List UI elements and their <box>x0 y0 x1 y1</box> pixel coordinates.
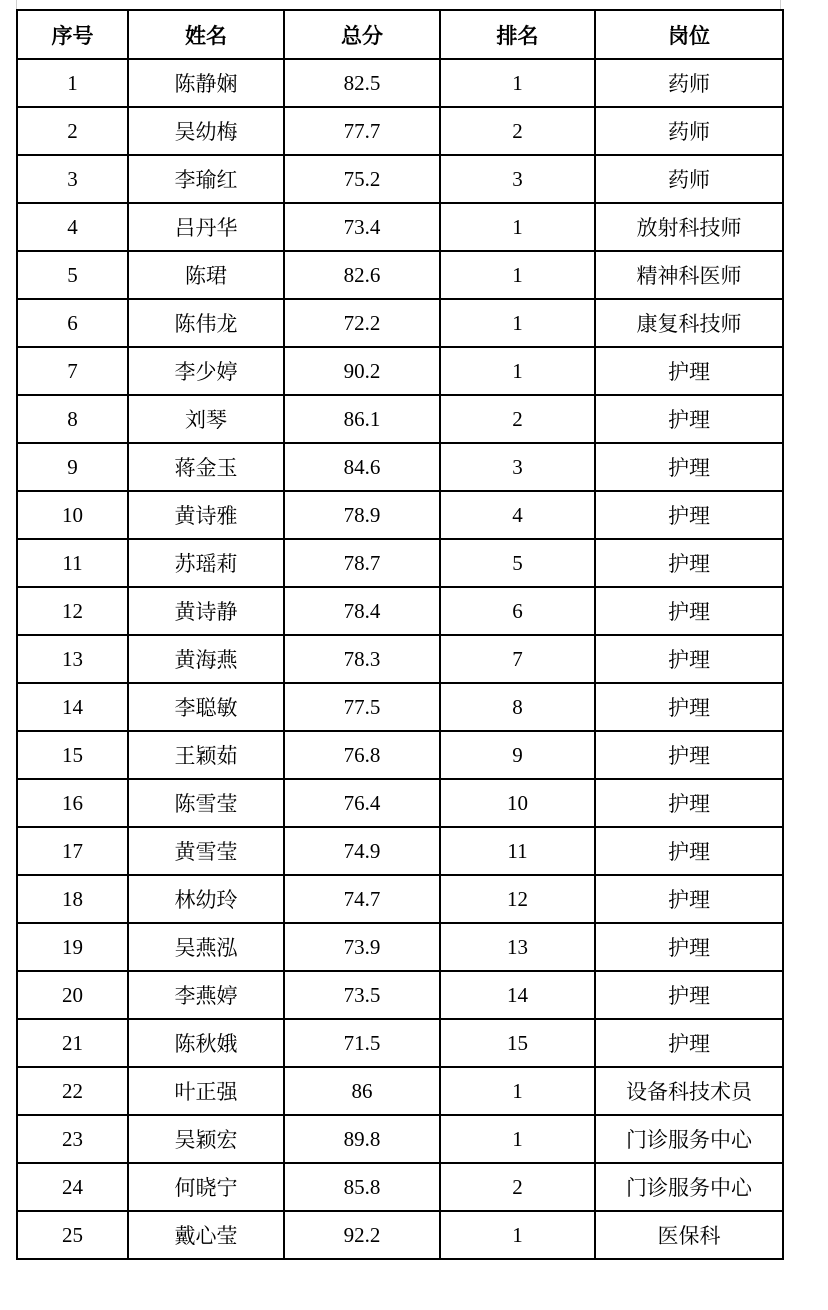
cell-name: 李瑜红 <box>128 155 284 203</box>
cell-total-score: 75.2 <box>284 155 440 203</box>
cell-rank: 5 <box>440 539 595 587</box>
cell-position: 护理 <box>595 827 783 875</box>
cell-rank: 2 <box>440 395 595 443</box>
table-row <box>17 491 783 539</box>
cell-serial-number: 4 <box>17 203 128 251</box>
cell-rank: 1 <box>440 347 595 395</box>
cell-name: 李聪敏 <box>128 683 284 731</box>
cell-position: 护理 <box>595 923 783 971</box>
table-row <box>17 107 783 155</box>
header-total-score: 总分 <box>284 10 440 59</box>
cell-position: 药师 <box>595 155 783 203</box>
cell-total-score: 77.7 <box>284 107 440 155</box>
cell-rank: 1 <box>440 1211 595 1259</box>
cell-name: 陈秋娥 <box>128 1019 284 1067</box>
cell-name: 戴心莹 <box>128 1211 284 1259</box>
cell-position: 护理 <box>595 779 783 827</box>
results-table <box>16 9 784 1260</box>
cell-name: 刘琴 <box>128 395 284 443</box>
cell-position: 医保科 <box>595 1211 783 1259</box>
table-header <box>17 10 783 59</box>
cell-position: 放射科技师 <box>595 203 783 251</box>
cell-position: 药师 <box>595 59 783 107</box>
cell-total-score: 77.5 <box>284 683 440 731</box>
cell-name: 李少婷 <box>128 347 284 395</box>
cell-total-score: 74.7 <box>284 875 440 923</box>
cell-serial-number: 18 <box>17 875 128 923</box>
cell-name: 陈静娴 <box>128 59 284 107</box>
cell-name: 李燕婷 <box>128 971 284 1019</box>
cell-serial-number: 21 <box>17 1019 128 1067</box>
table-row <box>17 971 783 1019</box>
cell-rank: 1 <box>440 203 595 251</box>
table-row <box>17 1019 783 1067</box>
cell-total-score: 82.5 <box>284 59 440 107</box>
cell-total-score: 85.8 <box>284 1163 440 1211</box>
cell-serial-number: 10 <box>17 491 128 539</box>
table-row <box>17 203 783 251</box>
cell-rank: 14 <box>440 971 595 1019</box>
cell-position: 护理 <box>595 875 783 923</box>
cell-position: 护理 <box>595 395 783 443</box>
cell-rank: 6 <box>440 587 595 635</box>
table-row <box>17 347 783 395</box>
cell-total-score: 86.1 <box>284 395 440 443</box>
cell-position: 门诊服务中心 <box>595 1115 783 1163</box>
table-row <box>17 587 783 635</box>
cell-serial-number: 22 <box>17 1067 128 1115</box>
cell-total-score: 86 <box>284 1067 440 1115</box>
cell-position: 护理 <box>595 587 783 635</box>
table-row <box>17 251 783 299</box>
cell-position: 护理 <box>595 731 783 779</box>
cell-total-score: 84.6 <box>284 443 440 491</box>
cell-rank: 1 <box>440 1067 595 1115</box>
cell-total-score: 90.2 <box>284 347 440 395</box>
cell-name: 陈雪莹 <box>128 779 284 827</box>
header-position: 岗位 <box>595 10 783 59</box>
cell-serial-number: 8 <box>17 395 128 443</box>
cell-name: 王颖茹 <box>128 731 284 779</box>
cell-serial-number: 15 <box>17 731 128 779</box>
cell-serial-number: 11 <box>17 539 128 587</box>
cell-rank: 4 <box>440 491 595 539</box>
cell-name: 苏瑶莉 <box>128 539 284 587</box>
cell-serial-number: 1 <box>17 59 128 107</box>
cell-rank: 2 <box>440 107 595 155</box>
table-row <box>17 683 783 731</box>
table-row <box>17 827 783 875</box>
cell-name: 黄诗静 <box>128 587 284 635</box>
cell-position: 护理 <box>595 347 783 395</box>
cell-total-score: 74.9 <box>284 827 440 875</box>
cell-total-score: 71.5 <box>284 1019 440 1067</box>
cell-name: 吴幼梅 <box>128 107 284 155</box>
cell-total-score: 76.4 <box>284 779 440 827</box>
cell-name: 黄海燕 <box>128 635 284 683</box>
table-row <box>17 635 783 683</box>
cell-name: 叶正强 <box>128 1067 284 1115</box>
header-rank: 排名 <box>440 10 595 59</box>
cell-name: 黄雪莹 <box>128 827 284 875</box>
table-row <box>17 923 783 971</box>
table-row <box>17 539 783 587</box>
cell-serial-number: 19 <box>17 923 128 971</box>
table-row <box>17 1115 783 1163</box>
cell-position: 精神科医师 <box>595 251 783 299</box>
cell-position: 护理 <box>595 1019 783 1067</box>
cell-total-score: 76.8 <box>284 731 440 779</box>
table-row <box>17 443 783 491</box>
cell-serial-number: 16 <box>17 779 128 827</box>
cell-serial-number: 6 <box>17 299 128 347</box>
cell-total-score: 78.7 <box>284 539 440 587</box>
table-row <box>17 299 783 347</box>
cell-total-score: 73.9 <box>284 923 440 971</box>
table-row <box>17 155 783 203</box>
cell-serial-number: 20 <box>17 971 128 1019</box>
cell-name: 何晓宁 <box>128 1163 284 1211</box>
cell-serial-number: 25 <box>17 1211 128 1259</box>
cell-rank: 15 <box>440 1019 595 1067</box>
cell-total-score: 78.9 <box>284 491 440 539</box>
cell-rank: 13 <box>440 923 595 971</box>
table-row <box>17 395 783 443</box>
cell-total-score: 73.4 <box>284 203 440 251</box>
cell-serial-number: 24 <box>17 1163 128 1211</box>
table-row <box>17 731 783 779</box>
cell-name: 黄诗雅 <box>128 491 284 539</box>
table-row <box>17 1163 783 1211</box>
cell-serial-number: 7 <box>17 347 128 395</box>
cell-rank: 1 <box>440 251 595 299</box>
cell-rank: 8 <box>440 683 595 731</box>
cell-serial-number: 17 <box>17 827 128 875</box>
cell-name: 吴燕泓 <box>128 923 284 971</box>
table-row <box>17 59 783 107</box>
cell-position: 护理 <box>595 635 783 683</box>
cell-serial-number: 13 <box>17 635 128 683</box>
table-row <box>17 1067 783 1115</box>
cell-position: 护理 <box>595 491 783 539</box>
cell-total-score: 73.5 <box>284 971 440 1019</box>
cell-rank: 3 <box>440 155 595 203</box>
cell-name: 陈珺 <box>128 251 284 299</box>
cell-serial-number: 14 <box>17 683 128 731</box>
cell-rank: 1 <box>440 59 595 107</box>
table-body <box>17 59 783 1259</box>
cell-rank: 12 <box>440 875 595 923</box>
header-row <box>17 10 783 59</box>
cell-serial-number: 23 <box>17 1115 128 1163</box>
cell-rank: 10 <box>440 779 595 827</box>
cell-position: 护理 <box>595 539 783 587</box>
cell-rank: 9 <box>440 731 595 779</box>
cell-rank: 1 <box>440 1115 595 1163</box>
cell-name: 吕丹华 <box>128 203 284 251</box>
header-name: 姓名 <box>128 10 284 59</box>
cell-position: 护理 <box>595 443 783 491</box>
cell-total-score: 92.2 <box>284 1211 440 1259</box>
cell-total-score: 82.6 <box>284 251 440 299</box>
cell-rank: 1 <box>440 299 595 347</box>
cell-serial-number: 9 <box>17 443 128 491</box>
cell-serial-number: 12 <box>17 587 128 635</box>
cell-rank: 7 <box>440 635 595 683</box>
cell-name: 蒋金玉 <box>128 443 284 491</box>
table-row <box>17 1211 783 1259</box>
cell-total-score: 89.8 <box>284 1115 440 1163</box>
cell-rank: 11 <box>440 827 595 875</box>
cell-name: 吴颖宏 <box>128 1115 284 1163</box>
cell-name: 林幼玲 <box>128 875 284 923</box>
cell-total-score: 78.4 <box>284 587 440 635</box>
cell-position: 门诊服务中心 <box>595 1163 783 1211</box>
cell-name: 陈伟龙 <box>128 299 284 347</box>
cell-rank: 2 <box>440 1163 595 1211</box>
cell-serial-number: 2 <box>17 107 128 155</box>
cell-position: 药师 <box>595 107 783 155</box>
cell-total-score: 78.3 <box>284 635 440 683</box>
header-serial-number: 序号 <box>17 10 128 59</box>
table-row <box>17 779 783 827</box>
table-row <box>17 875 783 923</box>
cell-position: 护理 <box>595 683 783 731</box>
cell-total-score: 72.2 <box>284 299 440 347</box>
cell-rank: 3 <box>440 443 595 491</box>
cell-serial-number: 3 <box>17 155 128 203</box>
cell-position: 康复科技师 <box>595 299 783 347</box>
cell-serial-number: 5 <box>17 251 128 299</box>
cell-position: 设备科技术员 <box>595 1067 783 1115</box>
cell-position: 护理 <box>595 971 783 1019</box>
